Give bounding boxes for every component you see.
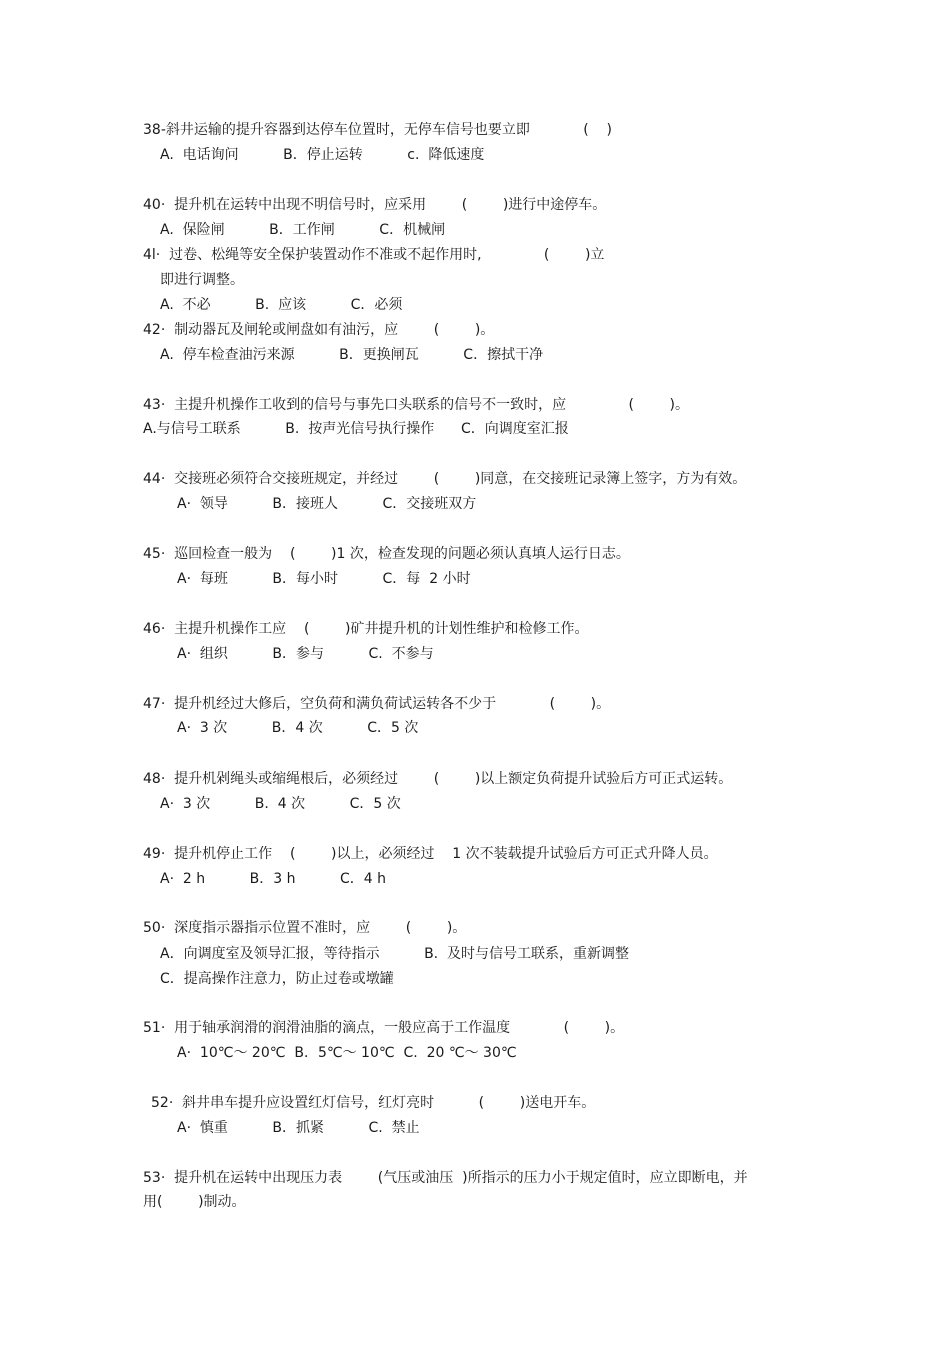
question-42-options: A. 停车检查油污来源 B．更换闸瓦 C．擦拭干净 [160,347,544,363]
question-40-options: A. 保险闸 B．工作闸 C．机械闸 [160,222,446,238]
question-51-stem: 51· 用于轴承润滑的润滑油脂的滴点，一般应高于工作温度 ( )。 [143,1020,625,1036]
question-52-stem: 52· 斜井串车提升应设置红灯信号，红灯亮时 ( )送电开车。 [151,1095,596,1111]
question-47-options: A· 3 次 B．4 次 C．5 次 [177,720,419,736]
question-44-stem: 44· 交接班必须符合交接班规定，并经过 ( )同意，在交接班记录簿上签字，方为有效。 [143,471,747,487]
question-49-stem: 49· 提升机停止工作 ( )以上，必须经过 1 次不装载提升试验后方可正式升降人员。 [143,846,718,862]
question-48-stem: 48· 提升机剁绳头或缩绳根后，必须经过 ( )以上额定负荷提升试验后方可正式运转。 [143,771,733,787]
question-44-options: A· 领导 B．接班人 C．交接班双方 [177,496,477,512]
question-50-options-c: C．提高操作注意力，防止过卷或墩罐 [160,971,394,987]
question-40-stem: 40· 提升机在运转中出现不明信号时，应采用 ( )进行中途停车。 [143,197,607,213]
question-46-options: A· 组织 B．参与 C. 不参与 [177,646,434,662]
question-46-stem: 46· 主提升机操作工应 ( )矿井提升机的计划性维护和检修工作。 [143,621,589,637]
question-47-stem: 47· 提升机经过大修后，空负荷和满负荷试运转各不少于 ( )。 [143,696,611,712]
question-42-stem: 42· 制动器瓦及闸轮或闸盘如有油污，应 ( )。 [143,322,495,338]
question-45-options: A· 每班 B．每小时 C．每 2 小时 [177,571,471,587]
question-53-stem-continued: 用( )制动。 [143,1194,246,1210]
question-41-stem-continued: 即进行调整。 [160,272,244,288]
question-38-options: A. 电话询问 B．停止运转 c. 降低速度 [160,147,485,163]
question-43-stem: 43· 主提升机操作工收到的信号与事先口头联系的信号不一致时，应 ( )。 [143,397,689,413]
question-38-stem: 38-斜井运输的提升容器到达停车位置时，无停车信号也要立即 ( ) [143,122,612,138]
question-41-stem: 4l· 过卷、松绳等安全保护装置动作不准或不起作用时, ( )立 [143,247,605,263]
question-50-stem: 50· 深度指示器指示位置不准时，应 ( )。 [143,920,467,936]
question-45-stem: 45· 巡回检查一般为 ( )1 次，检查发现的问题必须认真填人运行日志。 [143,546,630,562]
question-43-options: A.与信号工联系 B. 按声光信号执行操作 C．向调度室汇报 [143,421,569,437]
question-50-options-ab: A．向调度室及领导汇报，等待指示 B. 及时与信号工联系，重新调整 [160,946,630,962]
question-41-options: A. 不必 B. 应该 C．必须 [160,297,403,313]
question-52-options: A· 慎重 B．抓紧 C. 禁止 [177,1120,420,1136]
question-48-options: A· 3 次 B. 4 次 C．5 次 [160,796,401,812]
question-53-stem: 53· 提升机在运转中出现压力表 (气压或油压 )所指示的压力小于规定值时，应立即断电，并 [143,1170,748,1186]
question-49-options: A· 2 h B．3 h C．4 h [160,871,387,887]
question-51-options: A· 10℃～ 20℃ B．5℃～ 10℃ C. 20 ℃～ 30℃ [177,1045,517,1061]
